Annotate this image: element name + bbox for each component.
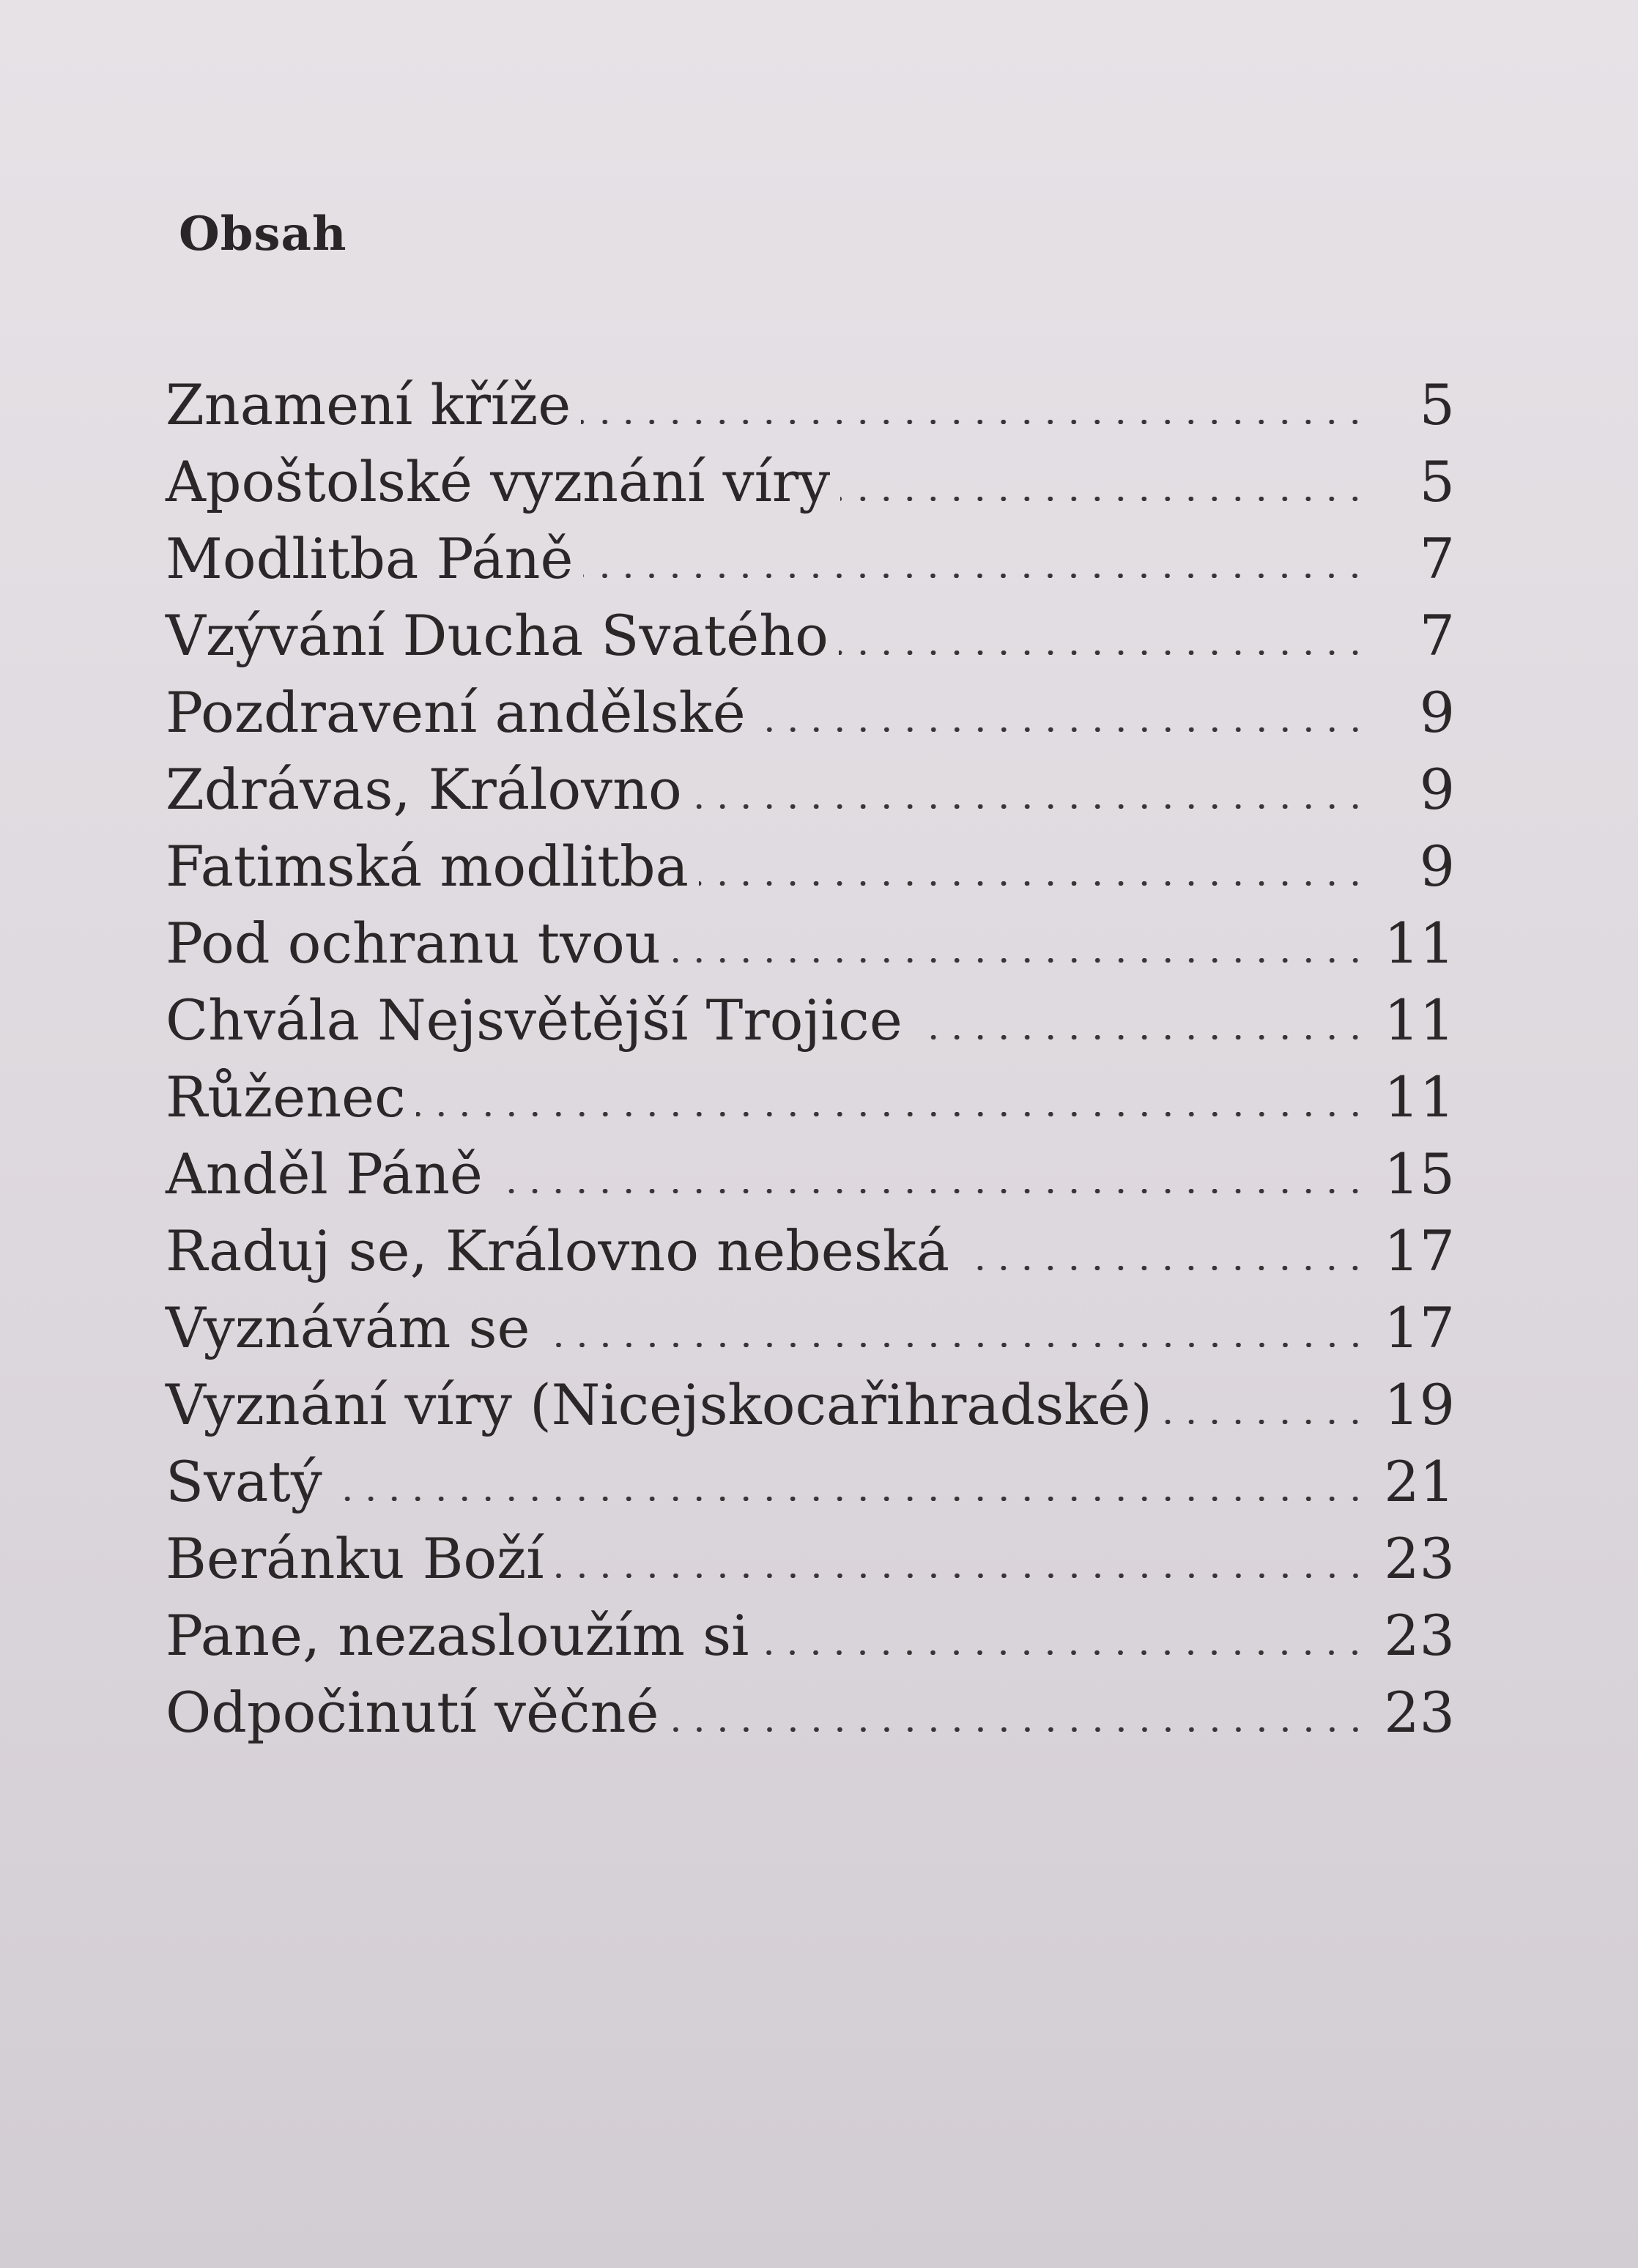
toc-entry	[166, 1597, 1455, 1674]
dot-leader	[839, 651, 1367, 655]
toc-entry-title: Znamení kříže	[166, 372, 571, 437]
toc-entry	[166, 443, 1455, 520]
dot-leader	[416, 1112, 1367, 1116]
toc-entry-title: Pod ochranu tvou	[166, 911, 661, 976]
dot-leader	[692, 804, 1367, 809]
toc-entry	[166, 597, 1455, 674]
toc-entry-page: 7	[1419, 526, 1455, 591]
toc-entry-page: 17	[1384, 1218, 1455, 1283]
toc-entry-title: Růženec	[166, 1064, 406, 1130]
dot-leader	[493, 1189, 1367, 1193]
toc-entry	[166, 905, 1455, 982]
toc-entry-page: 9	[1419, 834, 1455, 899]
toc-heading: Obsah	[179, 207, 347, 262]
toc-entry-title: Anděl Páně	[166, 1141, 483, 1207]
dot-leader	[840, 497, 1367, 501]
dot-leader	[581, 420, 1367, 424]
toc-entry-title: Vyznávám se	[166, 1295, 530, 1360]
toc-entry	[166, 1674, 1455, 1751]
toc-entry	[166, 674, 1455, 751]
toc-entry-title: Zdrávas, Královno	[166, 757, 682, 822]
toc-entry-page: 9	[1419, 680, 1455, 745]
toc-entry-title: Chvála Nejsvětější Trojice	[166, 987, 903, 1053]
toc-entry	[166, 1520, 1455, 1597]
toc-entry	[166, 1443, 1455, 1520]
toc-entry-title: Pozdravení andělské	[166, 680, 746, 745]
toc-entry-page: 11	[1384, 987, 1455, 1053]
toc-entry-page: 23	[1384, 1680, 1455, 1745]
toc-entry	[166, 751, 1455, 828]
toc-entry-title: Pane, nezasloužím si	[166, 1603, 749, 1668]
dot-leader	[583, 574, 1367, 578]
toc-entry-title: Vyznání víry (Nicejskocařihradské)	[166, 1372, 1152, 1437]
toc-entry-page: 7	[1419, 603, 1455, 668]
toc-entry-title: Apoštolské vyznání víry	[166, 449, 831, 514]
dot-leader	[960, 1266, 1367, 1270]
dot-leader	[555, 1574, 1367, 1578]
dot-leader	[671, 958, 1367, 963]
toc-entry-page: 23	[1384, 1603, 1455, 1668]
toc-entry-title: Beránku Boží	[166, 1526, 544, 1591]
toc-entry	[166, 1366, 1455, 1443]
toc-entry-page: 19	[1384, 1372, 1455, 1437]
toc-entry-page: 15	[1384, 1141, 1455, 1207]
toc-entry-page: 5	[1419, 449, 1455, 514]
dot-leader	[913, 1035, 1367, 1040]
toc-entry-page: 23	[1384, 1526, 1455, 1591]
toc-entry	[166, 982, 1455, 1059]
toc-entry	[166, 1135, 1455, 1212]
dot-leader	[699, 881, 1367, 886]
toc-entry-title: Modlitba Páně	[166, 526, 574, 591]
toc-entry	[166, 520, 1455, 597]
toc-entry-page: 11	[1384, 911, 1455, 976]
dot-leader	[756, 727, 1367, 732]
toc-entry-title: Fatimská modlitba	[166, 834, 689, 899]
toc-entry-title: Raduj se, Královno nebeská	[166, 1218, 950, 1283]
toc-entry-page: 11	[1384, 1064, 1455, 1130]
dot-leader	[333, 1497, 1367, 1501]
toc-entry-page: 5	[1419, 372, 1455, 437]
toc-entry-page: 21	[1384, 1449, 1455, 1514]
toc-entry	[166, 366, 1455, 443]
toc-entry	[166, 828, 1455, 905]
toc-entry	[166, 1059, 1455, 1135]
dot-leader	[670, 1727, 1367, 1732]
toc-entry-title: Vzývání Ducha Svatého	[166, 603, 829, 668]
toc-list	[166, 366, 1455, 1751]
dot-leader	[541, 1343, 1368, 1347]
toc-entry-page: 17	[1384, 1295, 1455, 1360]
toc-entry	[166, 1289, 1455, 1366]
dot-leader	[1163, 1420, 1367, 1424]
toc-entry	[166, 1212, 1455, 1289]
toc-entry-page: 9	[1419, 757, 1455, 822]
dot-leader	[759, 1650, 1367, 1655]
toc-entry-title: Svatý	[166, 1449, 322, 1514]
toc-entry-title: Odpočinutí věčné	[166, 1680, 659, 1745]
